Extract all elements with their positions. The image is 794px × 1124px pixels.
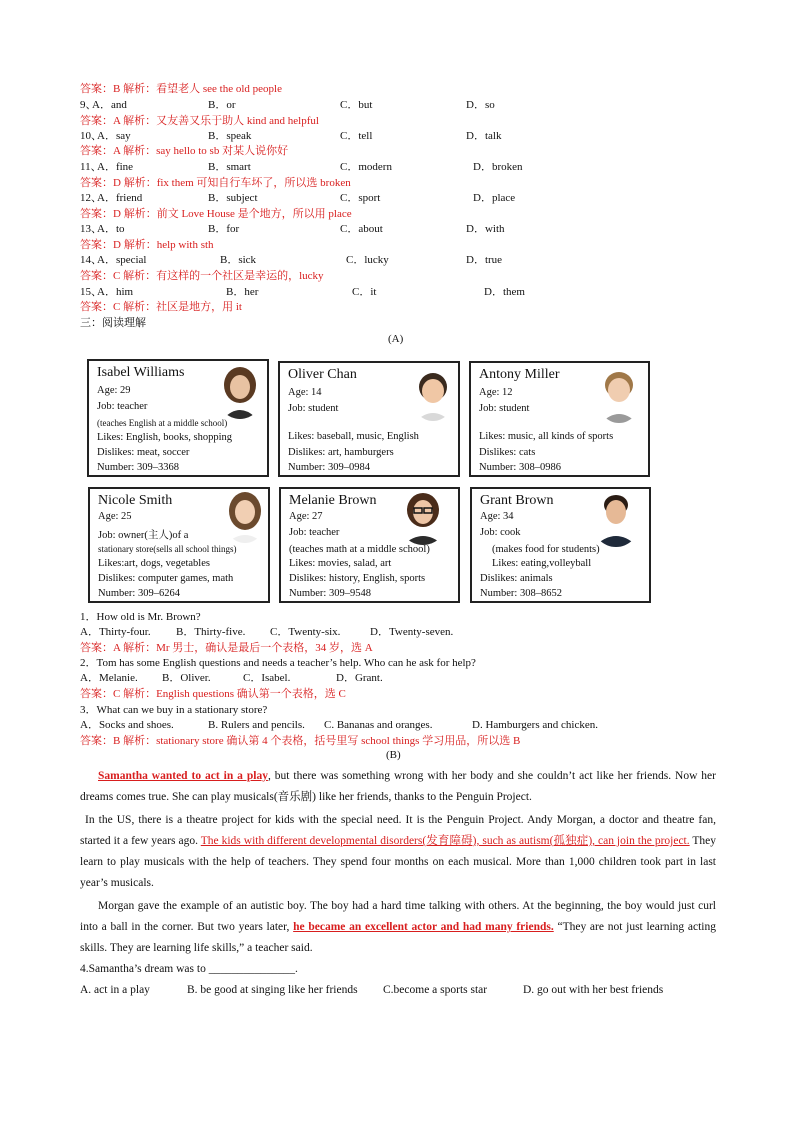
boy-portrait-icon (412, 369, 454, 421)
card-field: Age: 27 (289, 511, 323, 522)
woman-portrait-icon (224, 491, 266, 543)
passage-paragraph: Morgan gave the example of an autistic boy. The boy had a hard time talking with others. At the beginning, the boy would just curl into a ball in the corner. But two years later, he became an excellent actor and had many friends. “They are not just learning acting skills. They are learning life skills,” a teacher said. (80, 900, 716, 954)
card-field: Number: 309–6264 (98, 588, 180, 599)
answer-line: 答案：D 解析：前文 Love House 是个地方，所以用 place (80, 208, 352, 220)
section-b-label: (B) (386, 749, 401, 761)
card-name: Antony Miller (479, 367, 560, 382)
card-field: Dislikes: meat, soccer (97, 447, 190, 458)
card-field: Likes: music, all kinds of sports (479, 431, 614, 442)
card-field: Age: 25 (98, 511, 132, 522)
card-field: Number: 309–0984 (288, 462, 370, 473)
answer-line: 答案：A 解析：又友善又乐于助人 kind and helpful (80, 115, 319, 127)
card-field: (teaches math at a middle school) (289, 544, 430, 555)
answer-line: 答案：A 解析：Mr 男士，确认是最后一个表格，34 岁，选 A (80, 642, 373, 654)
passage-paragraph: In the US, there is a theatre project for kids with the special need. It is the Penguin Project. Andy Morgan, a doctor and theatre fan, started it a few years ago. The kids with different developmental disorders(发育障碍), such as autism(孤独症), can join the project. They learn to play musicals with the help of teachers. They spend four months on each musical. More than 1,000 children took part in last year’s musicals. (80, 814, 717, 889)
answer-line: 答案：B 解析：stationary store 确认第 4 个表格，括号里写 school things 学习用品，所以选 B (80, 735, 521, 747)
card-name: Melanie Brown (289, 493, 377, 508)
card-name: Oliver Chan (288, 367, 357, 382)
card-field: Likes: baseball, music, English (288, 431, 419, 442)
answer-line: 答案：D 解析：fix them 可知自行车坏了，所以选 broken (80, 177, 351, 189)
card-field: Job: owner(主人)of a (98, 530, 189, 541)
profile-card (87, 359, 269, 477)
highlight-text: he became an excellent actor and had many friends. (293, 921, 554, 933)
card-field: Number: 308–0986 (479, 462, 561, 473)
card-field: Dislikes: cats (479, 447, 536, 458)
card-field: Age: 14 (288, 387, 322, 398)
answer-line: 答案：A 解析：say hello to sb 对某人说你好 (80, 145, 289, 157)
profile-card (278, 361, 460, 477)
card-field: Likes: eating,volleyball (492, 558, 592, 569)
question-text: 3．What can we buy in a stationary store? (80, 704, 268, 716)
card-field: Job: cook (480, 527, 521, 538)
question-text: 2．Tom has some English questions and needs a teacher’s help. Who can he ask for help? (80, 657, 476, 669)
answer-line: 答案：D 解析：help with sth (80, 239, 214, 251)
card-field: Job: student (288, 403, 339, 414)
card-field: Likes: movies, salad, art (289, 558, 392, 569)
profile-card (470, 487, 651, 603)
highlight-text: The kids with different developmental disorders(发育障碍), such as autism(孤独症), can join the project. (200, 835, 690, 847)
card-field: Number: 309–9548 (289, 588, 371, 599)
profile-card (469, 361, 650, 477)
card-name: Nicole Smith (98, 493, 173, 508)
answer-line: 答案：B 解析：看望老人 see the old people (80, 83, 282, 95)
card-name: Grant Brown (480, 493, 554, 508)
card-field: Likes: English, books, shopping (97, 432, 233, 443)
card-field: stationary store(sells all school things) (98, 544, 237, 554)
card-field: Age: 29 (97, 385, 131, 396)
card-field: Age: 34 (480, 511, 514, 522)
card-field: Age: 12 (479, 387, 513, 398)
section-a-label: (A) (388, 333, 404, 345)
answer-line: 答案：C 解析：社区是地方，用 it (80, 301, 242, 313)
card-field: Dislikes: art, hamburgers (288, 447, 394, 458)
card-field: Number: 309–3368 (97, 462, 179, 473)
woman-portrait-icon (399, 491, 447, 545)
highlight-text: Samantha wanted to act in a play (98, 770, 268, 782)
question-text: 4.Samantha’s dream was to _______________. (80, 963, 298, 975)
card-field: Dislikes: animals (480, 573, 553, 584)
card-field: Dislikes: computer games, math (98, 573, 234, 584)
man-portrait-icon (592, 491, 640, 547)
answer-line: 答案：C 解析：English questions 确认第一个表格，选 C (80, 688, 346, 700)
card-field: (makes food for students) (492, 544, 600, 555)
question-text: 1．How old is Mr. Brown? (80, 611, 201, 623)
answer-line: 答案：C 解析：有这样的一个社区是幸运的，lucky (80, 270, 324, 282)
card-field: Dislikes: history, English, sports (289, 573, 426, 584)
card-field: Number: 308–8652 (480, 588, 562, 599)
card-field: Job: teacher (289, 527, 340, 538)
card-field: (teaches English at a middle school) (97, 418, 228, 428)
woman-portrait-icon (217, 365, 263, 419)
card-field: Likes:art, dogs, vegetables (98, 558, 210, 569)
profile-card (88, 487, 270, 603)
boy-portrait-icon (597, 367, 641, 423)
card-field: Job: teacher (97, 401, 148, 412)
profile-card (279, 487, 460, 603)
card-name: Isabel Williams (97, 365, 185, 380)
passage-paragraph: Samantha wanted to act in a play, but there was something wrong with her body and she couldn’t act like her friends. Now her dreams comes true. She can play musicals(音乐剧) like her friends, thanks to the Penguin Project. (80, 770, 716, 803)
card-field: Job: student (479, 403, 530, 414)
section-title: 三：阅读理解 (80, 317, 146, 329)
